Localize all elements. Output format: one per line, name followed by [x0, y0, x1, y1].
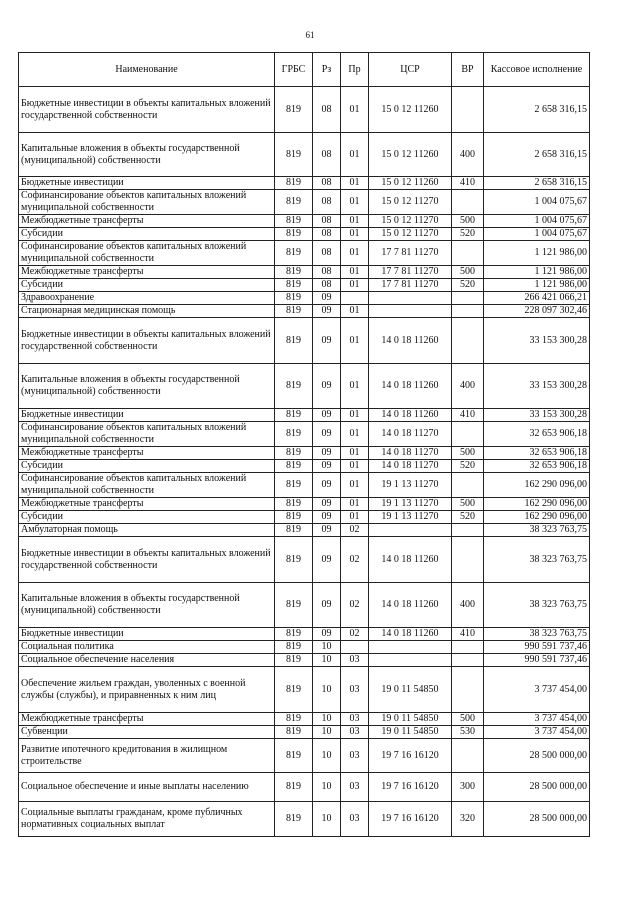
cell-vr — [452, 422, 484, 447]
table-row — [19, 266, 590, 279]
cell-name: Межбюджетные трансферты — [19, 498, 275, 511]
cell-rz: 08 — [313, 133, 341, 177]
table-row — [19, 460, 590, 473]
cell-pr: 03 — [341, 667, 369, 713]
cell-name: Межбюджетные трансферты — [19, 713, 275, 726]
table-row — [19, 215, 590, 228]
cell-vr: 320 — [452, 802, 484, 837]
cell-grbs: 819 — [275, 628, 313, 641]
cell-vr — [452, 667, 484, 713]
cell-vr: 500 — [452, 713, 484, 726]
cell-amount: 266 421 066,21 — [484, 292, 590, 305]
cell-name: Межбюджетные трансферты — [19, 266, 275, 279]
cell-amount: 162 290 096,00 — [484, 511, 590, 524]
cell-amount: 1 004 075,67 — [484, 228, 590, 241]
table-header-row — [19, 53, 590, 87]
cell-amount: 1 004 075,67 — [484, 190, 590, 215]
cell-grbs: 819 — [275, 713, 313, 726]
cell-rz: 09 — [313, 447, 341, 460]
cell-amount: 38 323 763,75 — [484, 628, 590, 641]
cell-grbs: 819 — [275, 739, 313, 773]
cell-amount: 32 653 906,18 — [484, 422, 590, 447]
cell-name: Бюджетные инвестиции в объекты капитальных вложений государственной собственности — [19, 537, 275, 583]
cell-amount: 3 737 454,00 — [484, 726, 590, 739]
cell-vr: 500 — [452, 447, 484, 460]
budget-execution-table — [18, 52, 590, 837]
table-row — [19, 87, 590, 133]
cell-csr: 14 0 18 11260 — [369, 628, 452, 641]
cell-csr — [369, 305, 452, 318]
table-row — [19, 524, 590, 537]
cell-name: Социальная политика — [19, 641, 275, 654]
cell-name: Капитальные вложения в объекты государственной (муниципальной) собственности — [19, 133, 275, 177]
cell-pr: 01 — [341, 498, 369, 511]
cell-name: Капитальные вложения в объекты государственной (муниципальной) собственности — [19, 583, 275, 628]
cell-rz: 10 — [313, 726, 341, 739]
cell-pr: 02 — [341, 524, 369, 537]
cell-pr: 01 — [341, 422, 369, 447]
cell-name: Социальные выплаты гражданам, кроме публичных нормативных социальных выплат — [19, 802, 275, 837]
cell-vr — [452, 318, 484, 364]
cell-name: Амбулаторная помощь — [19, 524, 275, 537]
cell-name: Социальное обеспечение населения — [19, 654, 275, 667]
cell-grbs: 819 — [275, 364, 313, 409]
cell-pr: 01 — [341, 460, 369, 473]
cell-rz: 09 — [313, 511, 341, 524]
cell-amount: 1 121 986,00 — [484, 241, 590, 266]
cell-grbs: 819 — [275, 802, 313, 837]
cell-vr — [452, 305, 484, 318]
cell-csr: 19 7 16 16120 — [369, 773, 452, 802]
cell-name: Социальное обеспечение и иные выплаты населению — [19, 773, 275, 802]
header-rz: Рз — [313, 53, 341, 87]
cell-csr: 14 0 18 11260 — [369, 364, 452, 409]
cell-grbs: 819 — [275, 177, 313, 190]
cell-amount: 32 653 906,18 — [484, 447, 590, 460]
cell-csr: 15 0 12 11270 — [369, 215, 452, 228]
cell-pr: 01 — [341, 228, 369, 241]
cell-pr: 03 — [341, 773, 369, 802]
table-row — [19, 667, 590, 713]
cell-vr — [452, 190, 484, 215]
cell-rz: 10 — [313, 773, 341, 802]
cell-csr: 15 0 12 11260 — [369, 87, 452, 133]
cell-pr: 01 — [341, 215, 369, 228]
cell-csr: 14 0 18 11270 — [369, 460, 452, 473]
cell-grbs: 819 — [275, 318, 313, 364]
cell-rz: 08 — [313, 279, 341, 292]
cell-vr: 300 — [452, 773, 484, 802]
cell-amount: 33 153 300,28 — [484, 364, 590, 409]
cell-pr: 03 — [341, 739, 369, 773]
cell-pr: 03 — [341, 654, 369, 667]
table-row — [19, 364, 590, 409]
page-number: 61 — [305, 30, 315, 40]
cell-pr: 02 — [341, 537, 369, 583]
cell-csr: 19 1 13 11270 — [369, 473, 452, 498]
cell-csr: 15 0 12 11260 — [369, 177, 452, 190]
cell-rz: 09 — [313, 292, 341, 305]
cell-amount: 38 323 763,75 — [484, 583, 590, 628]
cell-amount: 1 121 986,00 — [484, 266, 590, 279]
cell-grbs: 819 — [275, 498, 313, 511]
cell-rz: 09 — [313, 628, 341, 641]
table-row — [19, 305, 590, 318]
cell-name: Бюджетные инвестиции — [19, 628, 275, 641]
cell-rz: 10 — [313, 667, 341, 713]
table-row — [19, 628, 590, 641]
cell-rz: 10 — [313, 802, 341, 837]
cell-amount: 28 500 000,00 — [484, 739, 590, 773]
cell-csr — [369, 524, 452, 537]
cell-grbs: 819 — [275, 524, 313, 537]
table-row — [19, 177, 590, 190]
cell-vr — [452, 537, 484, 583]
cell-amount: 38 323 763,75 — [484, 537, 590, 583]
table-row — [19, 498, 590, 511]
cell-rz: 08 — [313, 87, 341, 133]
cell-rz: 08 — [313, 177, 341, 190]
cell-csr: 17 7 81 11270 — [369, 279, 452, 292]
cell-pr: 01 — [341, 473, 369, 498]
cell-grbs: 819 — [275, 773, 313, 802]
cell-grbs: 819 — [275, 409, 313, 422]
cell-pr: 01 — [341, 511, 369, 524]
cell-vr — [452, 241, 484, 266]
table-row — [19, 802, 590, 837]
cell-pr: 01 — [341, 241, 369, 266]
cell-grbs: 819 — [275, 292, 313, 305]
cell-rz: 09 — [313, 409, 341, 422]
cell-vr: 410 — [452, 409, 484, 422]
table-row — [19, 228, 590, 241]
cell-name: Софинансирование объектов капитальных вложений муниципальной собственности — [19, 422, 275, 447]
cell-amount: 38 323 763,75 — [484, 524, 590, 537]
cell-rz: 09 — [313, 583, 341, 628]
header-amount: Кассовое исполнение — [484, 53, 590, 87]
table-row — [19, 583, 590, 628]
cell-amount: 2 658 316,15 — [484, 177, 590, 190]
cell-grbs: 819 — [275, 87, 313, 133]
cell-name: Софинансирование объектов капитальных вложений муниципальной собственности — [19, 190, 275, 215]
cell-pr: 02 — [341, 583, 369, 628]
table-row — [19, 190, 590, 215]
table-row — [19, 641, 590, 654]
header-grbs: ГРБС — [275, 53, 313, 87]
table-row — [19, 133, 590, 177]
cell-rz: 09 — [313, 422, 341, 447]
cell-grbs: 819 — [275, 228, 313, 241]
cell-csr: 14 0 18 11260 — [369, 318, 452, 364]
cell-grbs: 819 — [275, 241, 313, 266]
cell-pr: 02 — [341, 628, 369, 641]
table-row — [19, 422, 590, 447]
cell-grbs: 819 — [275, 133, 313, 177]
cell-rz: 08 — [313, 266, 341, 279]
cell-pr: 01 — [341, 177, 369, 190]
table-row — [19, 447, 590, 460]
cell-rz: 09 — [313, 498, 341, 511]
cell-csr: 14 0 18 11270 — [369, 447, 452, 460]
header-csr: ЦСР — [369, 53, 452, 87]
cell-name: Межбюджетные трансферты — [19, 215, 275, 228]
cell-grbs: 819 — [275, 511, 313, 524]
cell-csr: 17 7 81 11270 — [369, 241, 452, 266]
table-row — [19, 279, 590, 292]
cell-vr: 410 — [452, 628, 484, 641]
table-row — [19, 537, 590, 583]
cell-pr — [341, 292, 369, 305]
cell-amount: 162 290 096,00 — [484, 473, 590, 498]
cell-vr: 520 — [452, 279, 484, 292]
cell-vr: 520 — [452, 511, 484, 524]
cell-name: Здравоохранение — [19, 292, 275, 305]
cell-amount: 990 591 737,46 — [484, 654, 590, 667]
cell-csr: 14 0 18 11260 — [369, 537, 452, 583]
cell-pr: 01 — [341, 266, 369, 279]
cell-rz: 09 — [313, 473, 341, 498]
cell-rz: 10 — [313, 713, 341, 726]
table-row — [19, 654, 590, 667]
cell-rz: 10 — [313, 641, 341, 654]
cell-csr: 19 1 13 11270 — [369, 498, 452, 511]
cell-csr: 19 0 11 54850 — [369, 713, 452, 726]
cell-amount: 28 500 000,00 — [484, 773, 590, 802]
cell-csr: 19 7 16 16120 — [369, 802, 452, 837]
cell-amount: 33 153 300,28 — [484, 409, 590, 422]
cell-pr: 01 — [341, 305, 369, 318]
cell-name: Межбюджетные трансферты — [19, 447, 275, 460]
cell-vr: 410 — [452, 177, 484, 190]
header-pr: Пр — [341, 53, 369, 87]
cell-amount: 3 737 454,00 — [484, 667, 590, 713]
cell-name: Субсидии — [19, 279, 275, 292]
cell-vr — [452, 292, 484, 305]
cell-rz: 09 — [313, 460, 341, 473]
header-name: Наименование — [19, 53, 275, 87]
cell-rz: 08 — [313, 215, 341, 228]
cell-vr: 400 — [452, 133, 484, 177]
cell-amount: 1 121 986,00 — [484, 279, 590, 292]
cell-vr — [452, 641, 484, 654]
cell-grbs: 819 — [275, 667, 313, 713]
cell-name: Субсидии — [19, 460, 275, 473]
cell-vr: 520 — [452, 460, 484, 473]
cell-pr: 03 — [341, 713, 369, 726]
cell-pr — [341, 641, 369, 654]
cell-rz: 08 — [313, 228, 341, 241]
cell-amount: 28 500 000,00 — [484, 802, 590, 837]
cell-grbs: 819 — [275, 190, 313, 215]
table-row — [19, 292, 590, 305]
table-row — [19, 726, 590, 739]
cell-vr: 400 — [452, 364, 484, 409]
cell-pr: 01 — [341, 318, 369, 364]
cell-grbs: 819 — [275, 726, 313, 739]
cell-vr: 530 — [452, 726, 484, 739]
table-row — [19, 773, 590, 802]
cell-grbs: 819 — [275, 215, 313, 228]
cell-amount: 2 658 316,15 — [484, 133, 590, 177]
cell-csr: 15 0 12 11260 — [369, 133, 452, 177]
cell-name: Субвенции — [19, 726, 275, 739]
cell-pr: 01 — [341, 364, 369, 409]
table-row — [19, 241, 590, 266]
cell-name: Развитие ипотечного кредитования в жилищном строительстве — [19, 739, 275, 773]
cell-vr — [452, 524, 484, 537]
cell-pr: 01 — [341, 409, 369, 422]
cell-csr — [369, 654, 452, 667]
cell-pr: 03 — [341, 726, 369, 739]
cell-name: Субсидии — [19, 511, 275, 524]
table-row — [19, 318, 590, 364]
cell-name: Обеспечение жильем граждан, уволенных с военной службы (службы), и приравненных к ним лиц — [19, 667, 275, 713]
cell-rz: 09 — [313, 305, 341, 318]
cell-vr: 400 — [452, 583, 484, 628]
cell-grbs: 819 — [275, 279, 313, 292]
cell-vr: 500 — [452, 266, 484, 279]
cell-amount: 162 290 096,00 — [484, 498, 590, 511]
cell-pr: 01 — [341, 447, 369, 460]
cell-vr: 500 — [452, 498, 484, 511]
cell-grbs: 819 — [275, 583, 313, 628]
cell-name: Бюджетные инвестиции — [19, 177, 275, 190]
cell-grbs: 819 — [275, 473, 313, 498]
cell-pr: 03 — [341, 802, 369, 837]
cell-csr: 19 7 16 16120 — [369, 739, 452, 773]
cell-grbs: 819 — [275, 305, 313, 318]
cell-vr — [452, 739, 484, 773]
cell-rz: 10 — [313, 654, 341, 667]
cell-vr — [452, 654, 484, 667]
cell-vr: 500 — [452, 215, 484, 228]
cell-pr: 01 — [341, 190, 369, 215]
header-vr: ВР — [452, 53, 484, 87]
cell-name: Стационарная медицинская помощь — [19, 305, 275, 318]
cell-csr — [369, 641, 452, 654]
cell-vr — [452, 87, 484, 133]
cell-rz: 09 — [313, 364, 341, 409]
cell-name: Бюджетные инвестиции в объекты капитальных вложений государственной собственности — [19, 318, 275, 364]
cell-grbs: 819 — [275, 447, 313, 460]
cell-vr — [452, 473, 484, 498]
cell-name: Софинансирование объектов капитальных вложений муниципальной собственности — [19, 473, 275, 498]
cell-pr: 01 — [341, 133, 369, 177]
cell-name: Субсидии — [19, 228, 275, 241]
cell-amount: 228 097 302,46 — [484, 305, 590, 318]
table-row — [19, 409, 590, 422]
cell-rz: 08 — [313, 190, 341, 215]
cell-csr: 14 0 18 11260 — [369, 409, 452, 422]
cell-pr: 01 — [341, 279, 369, 292]
cell-grbs: 819 — [275, 537, 313, 583]
table-row — [19, 739, 590, 773]
cell-amount: 2 658 316,15 — [484, 87, 590, 133]
cell-rz: 08 — [313, 241, 341, 266]
cell-grbs: 819 — [275, 654, 313, 667]
cell-csr — [369, 292, 452, 305]
cell-name: Бюджетные инвестиции в объекты капитальных вложений государственной собственности — [19, 87, 275, 133]
cell-name: Софинансирование объектов капитальных вложений муниципальной собственности — [19, 241, 275, 266]
cell-amount: 990 591 737,46 — [484, 641, 590, 654]
cell-rz: 09 — [313, 537, 341, 583]
cell-grbs: 819 — [275, 266, 313, 279]
cell-csr: 15 0 12 11270 — [369, 228, 452, 241]
cell-csr: 15 0 12 11270 — [369, 190, 452, 215]
cell-grbs: 819 — [275, 460, 313, 473]
cell-rz: 09 — [313, 318, 341, 364]
cell-csr: 19 1 13 11270 — [369, 511, 452, 524]
cell-vr: 520 — [452, 228, 484, 241]
cell-grbs: 819 — [275, 641, 313, 654]
cell-amount: 32 653 906,18 — [484, 460, 590, 473]
cell-grbs: 819 — [275, 422, 313, 447]
cell-csr: 14 0 18 11270 — [369, 422, 452, 447]
cell-amount: 1 004 075,67 — [484, 215, 590, 228]
cell-pr: 01 — [341, 87, 369, 133]
table-row — [19, 511, 590, 524]
cell-name: Бюджетные инвестиции — [19, 409, 275, 422]
cell-amount: 3 737 454,00 — [484, 713, 590, 726]
cell-csr: 19 0 11 54850 — [369, 667, 452, 713]
table-row — [19, 713, 590, 726]
cell-csr: 17 7 81 11270 — [369, 266, 452, 279]
cell-rz: 10 — [313, 739, 341, 773]
table-row — [19, 473, 590, 498]
cell-rz: 09 — [313, 524, 341, 537]
cell-csr: 19 0 11 54850 — [369, 726, 452, 739]
cell-name: Капитальные вложения в объекты государственной (муниципальной) собственности — [19, 364, 275, 409]
cell-amount: 33 153 300,28 — [484, 318, 590, 364]
cell-csr: 14 0 18 11260 — [369, 583, 452, 628]
